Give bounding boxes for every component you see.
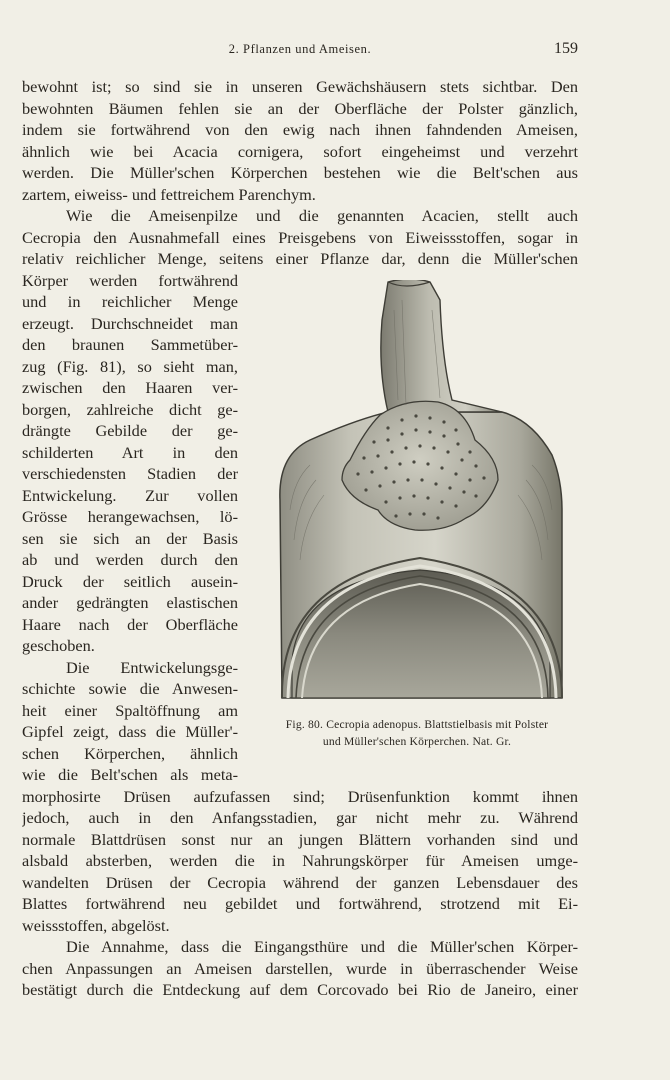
text-line: bewohnten Bäumen fehlen sie an der Oberfläche der Polster gänzlich, [22,98,578,118]
figure-caption [252,716,582,750]
text-line: borgen, zahlreiche dicht ge- [22,399,238,419]
text-line: ander gedrängten elastischen [22,593,238,612]
text-line: ähnlich wie bei Acacia cornigera, sofort eingeheimst und verzehrt [22,141,578,161]
text-line: wie die Belt'schen als meta- [22,765,238,784]
text-line: drängte Gebilde der ge- [22,421,238,440]
text-line: Druck der seitlich ausein- [22,571,238,591]
text-line: Körper werden fortwährend [22,270,238,290]
text-line: Entwickelung. Zur vollen [22,485,238,505]
petiole-base-engraving [270,280,582,710]
text-line: morphosirte Drüsen aufzufassen sind; Drüsenfunktion kommt ihnen [22,786,578,806]
text-line: chen Anpassungen an Ameisen darstellen, wurde in überraschender Weise [22,958,578,978]
running-head [22,40,578,60]
text-line: Grösse herangewachsen, lö- [22,507,238,526]
text-line: zartem, eiweiss- und fettreichem Parenchym. [22,184,316,204]
text-line: normale Blattdrüsen sonst nur an jungen Blättern vorhanden sind und [22,829,578,849]
text-line: weissstoffen, abgelöst. [22,915,170,935]
text-line: und in reichlicher Menge [22,292,238,311]
text-line: sen sie sich an der Basis [22,528,238,548]
text-line: Cecropia den Ausnahmefall eines Preisgebens von Eiweissstoffen, sogar in [22,227,578,247]
caption-line: und Müller'schen Körperchen. Nat. Gr. [322,735,512,748]
caption-line: Fig. 80. Cecropia adenopus. Blattstielbasis mit Polster [285,718,549,731]
text-line: bewohnt ist; so sind sie in unseren Gewächshäusern stets sichtbar. Den [22,77,578,96]
text-line: relativ reichlicher Menge, seitens einer Pflanze dar, denn die Müller'schen [22,249,578,268]
text-line: wandelten Drüsen der Cecropia während der ganzen Lebensdauer des [22,872,578,892]
text-line: heit einer Spaltöffnung am [22,700,238,720]
text-line: bestätigt durch die Entdeckung auf dem Corcovado bei Rio de Janeiro, einer [22,980,578,999]
text-line: geschoben. [22,636,95,655]
text-line: alsbald absterben, werden die in Nahrungskörper für Ameisen umge- [22,851,578,870]
text-line: jedoch, auch in den Anfangsstadien, gar nicht mehr zu. Während [22,808,578,827]
text-line: Die Annahme, dass die Eingangsthüre und die Müller'schen Körper- [66,937,578,956]
text-line: Wie die Ameisenpilze und die genannten Acacien, stellt auch [66,206,578,225]
text-line: werden. Die Müller'schen Körperchen bestehen wie die Belt'schen aus [22,163,578,182]
text-line: Die Entwickelungsge- [66,657,238,677]
text-line: indem sie fortwährend von den ewig nach ihnen fahndenden Ameisen, [22,120,578,139]
text-line: schilderten Art in den [22,442,238,462]
text-line: Gipfel zeigt, dass die Müller'- [22,722,238,741]
page-number: 159 [554,40,578,57]
running-title: 2. Pflanzen und Ameisen. [228,42,372,56]
text-line: ab und werden durch den [22,550,238,569]
text-line: den braunen Sammetüber- [22,335,238,354]
text-line: zwischen den Haaren ver- [22,378,238,397]
text-line: Haare nach der Oberfläche [22,614,238,634]
text-line: Blattes fortwährend neu gebildet und fortwährend, strotzend mit Ei- [22,894,578,913]
text-line: zug (Fig. 81), so sieht man, [22,356,238,376]
text-line: verschiedensten Stadien der [22,464,238,483]
figure-illustration [270,280,582,710]
text-line: erzeugt. Durchschneidet man [22,313,238,333]
text-line: schichte sowie die Anwesen- [22,679,238,698]
text-line: schen Körperchen, ähnlich [22,743,238,763]
